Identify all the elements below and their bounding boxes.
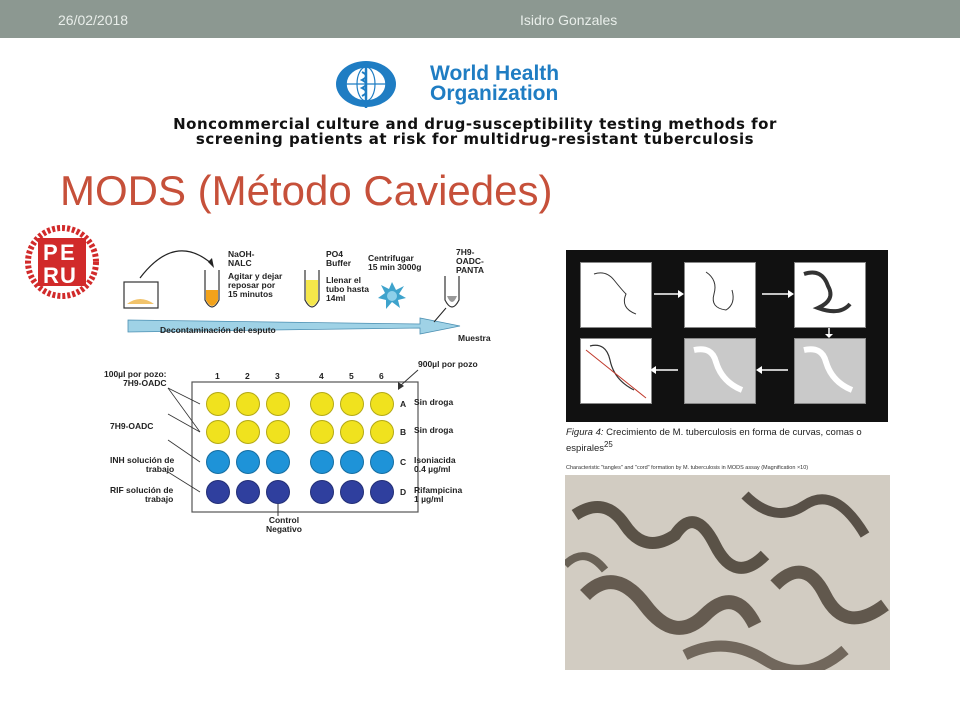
mods-procedure-diagram — [100, 242, 512, 542]
plate-row-letter: B — [400, 427, 407, 437]
plate-row-letter: C — [400, 457, 407, 467]
plate-well — [266, 420, 290, 444]
svg-text:E: E — [60, 240, 75, 265]
plate-top-label: 900µl por pozo — [418, 359, 478, 369]
plate-left-label: 100µl por pozo: 7H9-OADC — [104, 369, 167, 388]
plate-column-label: 6 — [379, 371, 384, 381]
plate-row-reagent-label: 7H9-OADC — [110, 421, 154, 431]
slide-title: MODS (Método Caviedes) — [60, 167, 553, 214]
procedure-step-label: NaOH- NALC — [228, 249, 255, 268]
plate-row-letter: D — [400, 487, 407, 497]
plate-well — [236, 480, 260, 504]
plate-well — [266, 480, 290, 504]
procedure-step-label: Agitar y dejar reposar por 15 minutos — [228, 271, 283, 299]
plate-column-label: 3 — [275, 371, 280, 381]
who-name: World Health Organization — [430, 62, 560, 105]
who-logo — [334, 58, 634, 110]
plate-well — [310, 392, 334, 416]
figure-caption: Figura 4: Crecimiento de M. tuberculosis en forma de curvas, comas o espirales$^{25}$ — [566, 427, 862, 455]
procedure-step-label: 7H9- OADC- PANTA — [456, 247, 485, 275]
plate-row-drug-label: Sin droga — [414, 425, 454, 435]
plate-well — [370, 480, 394, 504]
decontamination-label: Decontaminación del esputo — [160, 325, 276, 335]
growth-sequence-figure — [566, 250, 888, 422]
plate-well — [236, 392, 260, 416]
control-negative-label: Control Negativo — [266, 515, 302, 534]
plate-well — [370, 420, 394, 444]
peru-logo — [24, 224, 100, 302]
plate-row-drug-label: Isoniacida 0.4 µg/ml — [414, 455, 456, 474]
svg-text:U: U — [60, 263, 76, 288]
plate-well — [206, 392, 230, 416]
plate-well — [266, 392, 290, 416]
plate-well — [310, 450, 334, 474]
plate-row-drug-label: Sin droga — [414, 397, 454, 407]
procedure-step-label: Muestra — [458, 333, 491, 343]
who-emblem-icon — [334, 58, 424, 110]
plate-well — [206, 420, 230, 444]
plate-column-label: 5 — [349, 371, 354, 381]
micrograph-drawing — [565, 475, 890, 670]
who-publication-title: Noncommercial culture and drug-susceptibility testing methods for screening patients at risk for multidrug-resistant tuberculosis — [173, 115, 777, 148]
plate-well — [340, 392, 364, 416]
plate-well — [236, 420, 260, 444]
slide-date: 26/02/2018 — [58, 12, 129, 28]
procedure-step-label: Llenar el tubo hasta 14ml — [326, 275, 369, 303]
plate-row-drug-label: Rifampicina 1 µg/ml — [414, 485, 463, 504]
plate-well — [340, 450, 364, 474]
svg-text:R: R — [43, 263, 59, 288]
plate-well — [266, 450, 290, 474]
slide-footer-bar — [0, 0, 960, 38]
procedure-step-label: Centrifugar 15 min 3000g — [368, 253, 422, 272]
plate-well — [370, 392, 394, 416]
plate-well — [340, 420, 364, 444]
plate-well — [236, 450, 260, 474]
peru-brand-icon — [24, 224, 100, 302]
plate-row-reagent-label: INH solución de trabajo — [110, 455, 175, 474]
plate-column-label: 1 — [215, 371, 220, 381]
plate-well — [206, 450, 230, 474]
plate-well — [370, 450, 394, 474]
plate-row-letter: A — [400, 399, 407, 409]
plate-column-label: 2 — [245, 371, 250, 381]
procedure-step-label: PO4 Buffer — [326, 249, 352, 268]
plate-row-reagent-label: RIF solución de trabajo — [110, 485, 174, 504]
plate-well — [340, 480, 364, 504]
plate-well — [310, 420, 334, 444]
micrograph-title: Characteristic "tangles" and "cord" formation by M. tuberculosis in MODS assay (Magnification ×10) — [566, 465, 809, 471]
micrograph-image — [565, 475, 890, 670]
plate-well — [310, 480, 334, 504]
slide-author: Isidro Gonzales — [520, 12, 618, 28]
plate-well — [206, 480, 230, 504]
svg-text:P: P — [43, 240, 58, 265]
plate-column-label: 4 — [319, 371, 324, 381]
growth-curves-drawing — [566, 250, 888, 422]
